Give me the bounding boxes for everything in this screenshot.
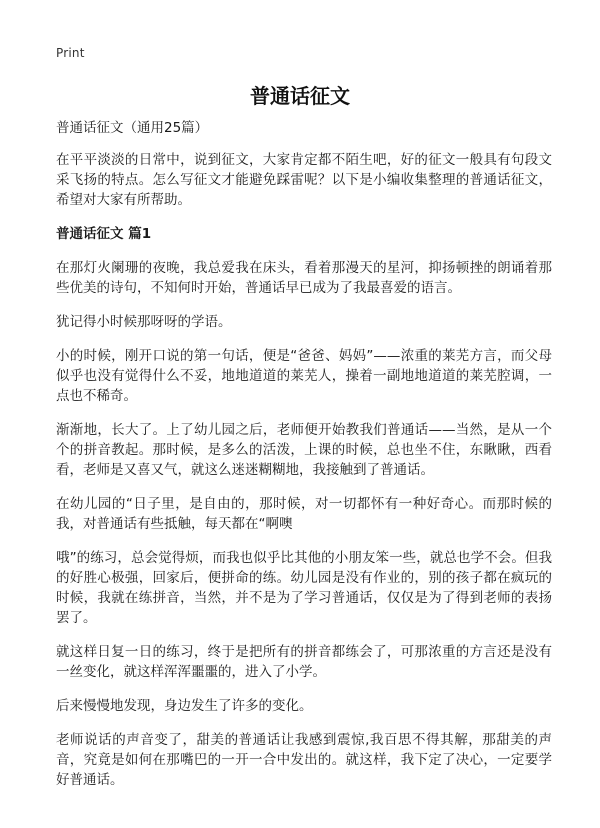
paragraph: 小的时候，刚开口说的第一句话，便是“爸爸、妈妈”——浓重的莱芜方言，而父母似乎也没有觉得什么不妥，地地道道的莱芜人，操着一副地地道道的莱芜腔调，一点也不稀奇。 [56, 348, 552, 404]
print-link[interactable]: Print [56, 46, 85, 60]
document-body [56, 118, 552, 804]
paragraph: 就这样日复一日的练习，终于是把所有的拼音都练会了，可那浓重的方言还是没有一丝变化，就这样浑浑噩噩的，进入了小学。 [56, 644, 552, 680]
paragraph: 渐渐地，长大了。上了幼儿园之后，老师便开始教我们普通话——当然，是从一个个的拼音教起。那时候，是多么的活泼，上课的时候，总也坐不住，东瞅瞅，西看看，老师是又喜又气，就这么迷迷糊糊地，我接触到了普通话。 [56, 422, 552, 478]
document-title: 普通话征文 [250, 84, 350, 108]
paragraph: 后来慢慢地发现，身边发生了许多的变化。 [56, 698, 313, 714]
paragraph: 犹记得小时候那呀呀的学语。 [56, 314, 232, 330]
paragraph: 在幼儿园的“日子里，是自由的，那时候，对一切都怀有一种好奇心。而那时候的我，对普通话有些抵触，每天都在“啊噢 [56, 496, 552, 532]
paragraph: 老师说话的声音变了，甜美的普通话让我感到震惊,我百思不得其解，那甜美的声音，究竟是如何在那嘴巴的一开一合中发出的。就这样，我下定了决心，一定要学好普通话。 [56, 732, 552, 788]
intro-paragraph: 在平平淡淡的日常中，说到征文，大家肯定都不陌生吧，好的征文一般具有句段文采飞扬的特点。怎么写征文才能避免踩雷呢？以下是小编收集整理的普通话征文，希望对大家有所帮助。 [56, 152, 552, 208]
paragraph: 在那灯火阑珊的夜晚，我总爱我在床头，看着那漫天的星河，抑扬顿挫的朗诵着那些优美的诗句，不知何时开始，普通话早已成为了我最喜爱的语言。 [56, 260, 552, 296]
paragraph: 哦”的练习，总会觉得烦，而我也似乎比其他的小朋友笨一些，就总也学不会。但我的好胜心极强，回家后，便拼命的练。幼儿园是没有作业的，别的孩子都在疯玩的时候，我就在练拼音，当然，并不是为了学习普通话，仅仅是为了得到老师的表扬罢了。 [56, 550, 552, 626]
section-heading: 普通话征文 篇1 [56, 226, 152, 242]
document-subtitle: 普通话征文（通用25篇） [56, 120, 209, 136]
